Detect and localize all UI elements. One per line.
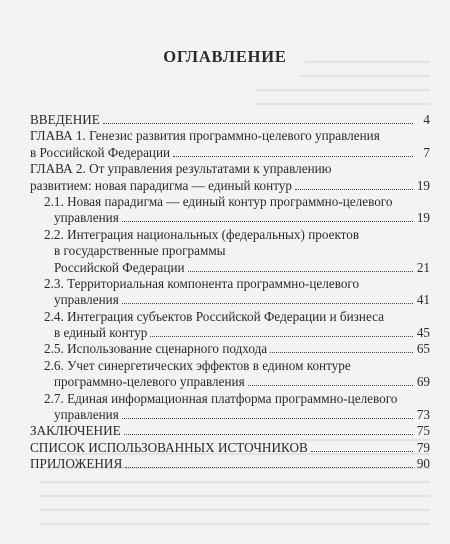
page-number: 90 [416, 456, 430, 472]
dot-leader [125, 467, 413, 468]
toc-entry-references[interactable] [30, 440, 430, 456]
toc-entry-section-2-2[interactable] [30, 227, 430, 276]
toc-entry-text: Российской Федерации [54, 259, 185, 275]
page-number: 65 [416, 341, 430, 357]
page-number: 73 [416, 407, 430, 423]
toc-entry-text: 2.7. Единая информационная платформа программно-целевого [44, 390, 398, 406]
dot-leader [270, 352, 413, 353]
page-number: 4 [423, 112, 430, 127]
dot-leader [173, 156, 413, 157]
toc-entry-section-2-4[interactable] [30, 309, 430, 342]
dot-leader [248, 385, 413, 386]
dot-leader [122, 303, 413, 304]
toc-entry-text: программно-целевого управления [54, 374, 245, 390]
toc-title: ОГЛАВЛЕНИЕ [163, 47, 287, 66]
toc-entry-text: управления [54, 292, 119, 308]
toc-entry-text: развитием: новая парадигма — единый контур [30, 177, 292, 193]
toc-entry-chapter-1[interactable] [30, 128, 430, 161]
page-number: 19 [416, 210, 430, 226]
dot-leader [103, 123, 413, 124]
toc-entry-section-2-6[interactable] [30, 358, 430, 391]
page-number: 21 [416, 259, 430, 275]
toc-entry-text: ПРИЛОЖЕНИЯ [30, 456, 123, 472]
dot-leader [311, 451, 413, 452]
toc-entry-introduction[interactable] [30, 112, 430, 128]
toc-entry-text: 2.5. Использование сценарного подхода [44, 341, 268, 357]
dot-leader [295, 189, 413, 190]
page-number: 79 [416, 439, 430, 455]
toc-entry-text: 2.3. Территориальная компонента программно-целевого [44, 275, 360, 291]
toc-entry-chapter-2[interactable] [30, 161, 430, 194]
toc-entry-text: в Российской Федерации [30, 144, 171, 160]
page-number: 7 [423, 144, 430, 160]
toc-entry-text: ЗАКЛЮЧЕНИЕ [30, 423, 121, 439]
page-number: 75 [416, 423, 430, 439]
toc-entry-section-2-5[interactable] [30, 341, 430, 357]
toc-entry-text: управления [54, 210, 119, 226]
toc-entry-text: 2.2. Интеграция национальных (федеральных) проектов [44, 226, 360, 242]
toc-entry-text: в единый контур [54, 325, 148, 341]
toc-entry-text: ВВЕДЕНИЕ [30, 112, 100, 127]
toc-entry-appendices[interactable] [30, 456, 430, 472]
toc-list [30, 112, 430, 473]
dot-leader [124, 434, 413, 435]
toc-entry-text: ГЛАВА 2. От управления результатами к управлению [30, 161, 332, 177]
toc-entry-text: СПИСОК ИСПОЛЬЗОВАННЫХ ИСТОЧНИКОВ [30, 439, 308, 455]
toc-entry-conclusion[interactable] [30, 423, 430, 439]
toc-entry-text: 2.4. Интеграция субъектов Российской Федерации и бизнеса [44, 308, 385, 324]
toc-entry-text: 2.6. Учет синергетических эффектов в едином контуре [44, 357, 351, 373]
toc-entry-section-2-1[interactable] [30, 194, 430, 227]
toc-entry-section-2-3[interactable] [30, 276, 430, 309]
page-number: 41 [416, 292, 430, 308]
toc-entry-section-2-7[interactable] [30, 391, 430, 424]
toc-entry-text: ГЛАВА 1. Генезис развития программно-целевого управления [30, 128, 380, 144]
page-number: 45 [416, 325, 430, 341]
page-number: 19 [416, 177, 430, 193]
toc-entry-text: 2.1. Новая парадигма — единый контур программно-целевого [44, 193, 393, 209]
page-number: 69 [416, 374, 430, 390]
dot-leader [188, 271, 413, 272]
dot-leader [122, 221, 413, 222]
dot-leader [122, 418, 413, 419]
toc-entry-text: в государственные программы [54, 243, 226, 259]
toc-entry-text: управления [54, 407, 119, 423]
dot-leader [150, 336, 413, 337]
